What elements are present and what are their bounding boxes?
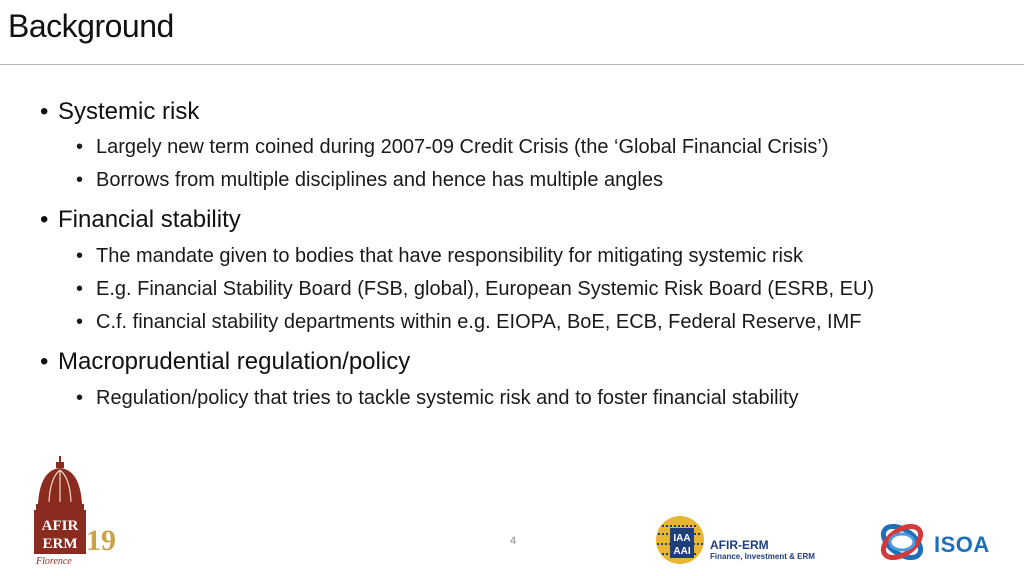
sub-bullet	[76, 387, 799, 410]
bullet-label: Financial stability	[58, 206, 241, 233]
title-divider	[0, 64, 1024, 65]
sub-bullet-text: E.g. Financial Stability Board (FSB, global), European Systemic Risk Board (ESRB, EU)	[96, 278, 875, 300]
bullet-dot: •	[76, 169, 84, 191]
svg-text:19: 19	[86, 524, 116, 557]
iaa-globe-icon	[654, 514, 706, 566]
iaa-logo-subtitle: Finance, Investment & ERM	[710, 552, 815, 561]
sub-bullet-text: The mandate given to bodies that have responsibility for mitigating systemic risk	[96, 245, 804, 267]
sub-bullet-text: Regulation/policy that tries to tackle systemic risk and to foster financial stability	[96, 387, 799, 409]
afir-erm-logo	[32, 454, 118, 568]
dome-icon	[32, 454, 118, 568]
sub-bullet	[76, 169, 663, 192]
svg-text:ERM: ERM	[42, 536, 78, 552]
isoa-rings-icon	[876, 516, 928, 568]
bullet-label: Macroprudential regulation/policy	[58, 348, 411, 375]
page-number: 4	[510, 535, 517, 547]
bullet-dot: •	[76, 387, 84, 409]
isoa-logo	[876, 516, 996, 568]
bullet-label: Systemic risk	[58, 98, 200, 125]
page-title: Background	[8, 8, 174, 44]
bullet-financial-stability	[40, 206, 241, 234]
sub-bullet	[76, 245, 803, 268]
iaa-logo-title: AFIR-ERM	[710, 538, 769, 552]
bullet-dot: •	[76, 278, 84, 300]
bullet-dot: •	[76, 311, 84, 333]
svg-text:AAI: AAI	[673, 546, 691, 557]
sub-bullet	[76, 311, 862, 334]
svg-text:IAA: IAA	[673, 533, 691, 544]
sub-bullet-text: Largely new term coined during 2007-09 Credit Crisis (the ‘Global Financial Crisis’)	[96, 136, 829, 158]
svg-text:AFIR: AFIR	[41, 518, 79, 534]
bullet-dot: •	[40, 98, 49, 125]
svg-text:Florence: Florence	[36, 556, 72, 567]
bullet-macroprudential	[40, 348, 410, 376]
iaa-afir-erm-logo	[654, 514, 814, 566]
sub-bullet-text: C.f. financial stability departments within e.g. EIOPA, BoE, ECB, Federal Reserve, IMF	[96, 311, 862, 333]
bullet-dot: •	[76, 245, 84, 267]
sub-bullet	[76, 278, 874, 301]
bullet-dot: •	[40, 348, 49, 375]
isoa-logo-text: ISOA	[934, 532, 990, 557]
sub-bullet	[76, 136, 829, 159]
bullet-systemic-risk	[40, 98, 199, 126]
sub-bullet-text: Borrows from multiple disciplines and hence has multiple angles	[96, 169, 663, 191]
bullet-dot: •	[40, 206, 49, 233]
bullet-dot: •	[76, 136, 84, 158]
